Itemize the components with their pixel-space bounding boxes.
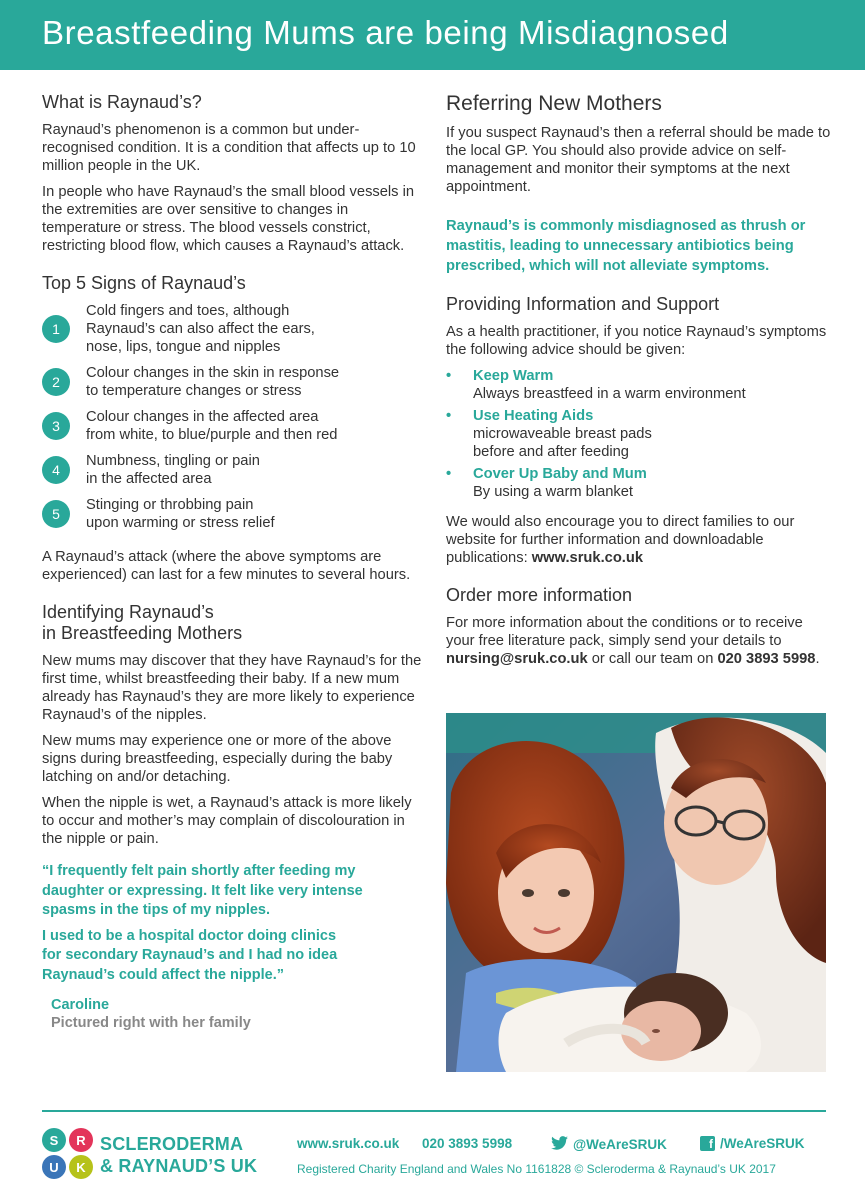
misdiagnosis-callout: Raynaud’s is commonly misdiagnosed as thrush or mastitis, leading to unnecessary antibiotics being prescribed, which will not alleviate symptoms.: [446, 218, 806, 274]
sign-text: Colour changes in the skin in response to temperature changes or stress: [86, 365, 340, 399]
header-banner: [0, 0, 865, 70]
referring-paragraph: If you suspect Raynaud’s then a referral should be made to the local GP. You should also provide advice on self-management and monitor their symptoms at the next appointment.: [446, 125, 831, 195]
footer-website-link[interactable]: [297, 1136, 399, 1151]
advice-list: [446, 367, 832, 501]
bullet-icon: •: [446, 368, 452, 384]
attack-paragraph: A Raynaud’s attack (where the above symptoms are experienced) can last for a few minutes to several hours.: [42, 549, 411, 583]
encourage-text: We would also encourage you to direct families to our website for further information and downloadable publications:: [446, 514, 795, 566]
sign-text: Colour changes in the affected area from white, to blue/purple and then red: [86, 409, 338, 443]
support-heading: Providing Information and Support: [446, 294, 720, 314]
advice-description: microwaveable breast pads before and after feeding: [473, 426, 652, 460]
charity-legal-notice: Registered Charity England and Wales No 1161828 © Scleroderma & Raynaud’s UK 2017: [297, 1162, 776, 1176]
footer-website-text: www.sruk.co.uk: [297, 1136, 400, 1151]
footer-twitter-link[interactable]: [551, 1136, 667, 1153]
identify-heading-line-1: Identifying Raynaud’s: [42, 602, 214, 622]
logo-letter-u: U: [42, 1155, 66, 1179]
order-paragraph: [446, 614, 832, 668]
page-title: Breastfeeding Mums are being Misdiagnosed: [42, 14, 729, 51]
order-heading: Order more information: [446, 585, 633, 605]
list-item: [42, 302, 424, 356]
number-badge: 1: [42, 315, 70, 343]
identify-heading-line-2: in Breastfeeding Mothers: [42, 623, 243, 643]
identify-paragraph-1: New mums may discover that they have Raynaud’s for the first time, whilst breastfeeding their baby. If a new mum already has Raynaud’s they are more likely to experience Raynaud’s of the nipples.: [42, 653, 422, 723]
signs-heading: Top 5 Signs of Raynaud’s: [42, 273, 246, 293]
testimonial-quote-part-2: I used to be a hospital doctor doing clinics for secondary Raynaud’s and I had no idea Raynaud’s could affect the nipple.”: [42, 927, 338, 983]
list-item: [42, 452, 424, 488]
footer-facebook-link[interactable]: [700, 1136, 805, 1151]
family-photo-illustration: [446, 713, 826, 1072]
advice-title: Keep Warm: [473, 368, 554, 384]
number-badge: 5: [42, 500, 70, 528]
list-item: [42, 408, 424, 444]
sign-text: Stinging or throbbing pain upon warming or stress relief: [86, 497, 275, 531]
advice-description: By using a warm blanket: [473, 484, 634, 500]
left-column: [42, 92, 424, 1031]
list-item: [42, 496, 424, 532]
logo-letter-r: R: [69, 1128, 93, 1152]
signs-list: [42, 302, 424, 532]
logo-letter-s: S: [42, 1128, 66, 1152]
email-link[interactable]: nursing@sruk.co.uk: [446, 651, 588, 667]
testimonial-caption: Pictured right with her family: [51, 1015, 251, 1031]
number-badge: 2: [42, 368, 70, 396]
order-text: .: [815, 651, 820, 667]
testimonial-author: Caroline: [51, 997, 110, 1013]
referring-heading: Referring New Mothers: [446, 92, 662, 115]
footer-divider: [42, 1110, 826, 1112]
number-badge: 3: [42, 412, 70, 440]
logo-wordmark-line-2: & RAYNAUD’S UK: [100, 1156, 258, 1176]
advice-title: Use Heating Aids: [473, 408, 594, 424]
order-text: For more information about the conditions or to receive your free literature pack, simply send your details to: [446, 615, 803, 649]
sruk-logo[interactable]: [42, 1128, 292, 1184]
facebook-icon: f: [700, 1136, 715, 1151]
bullet-icon: •: [446, 466, 452, 482]
logo-mark: [42, 1128, 94, 1180]
advice-description: Always breastfeed in a warm environment: [473, 386, 746, 402]
family-photo: [446, 713, 826, 1072]
list-item: [446, 465, 832, 501]
footer-phone[interactable]: [422, 1136, 512, 1151]
logo-wordmark-line-1: SCLERODERMA: [100, 1134, 244, 1154]
phone-number[interactable]: 020 3893 5998: [717, 651, 816, 667]
what-paragraph-1: Raynaud’s phenomenon is a common but under-recognised condition. It is a condition that affects up to 10 million people in the UK.: [42, 122, 416, 174]
footer-twitter-handle: @WeAreSRUK: [573, 1137, 667, 1152]
order-text: or call our team on: [587, 651, 718, 667]
twitter-icon: [551, 1136, 568, 1153]
support-paragraph: As a health practitioner, if you notice Raynaud’s symptoms the following advice should be given:: [446, 324, 827, 358]
advice-title: Cover Up Baby and Mum: [473, 466, 647, 482]
what-paragraph-2: In people who have Raynaud’s the small blood vessels in the extremities are over sensitive to changes in temperature or stress. The blood vessels constrict, restricting blood flow, which causes a Raynaud’s attack.: [42, 184, 415, 254]
encourage-paragraph: [446, 513, 832, 567]
list-item: [446, 407, 832, 461]
number-badge: 4: [42, 456, 70, 484]
list-item: [446, 367, 832, 403]
identify-paragraph-3: When the nipple is wet, a Raynaud’s attack is more likely to occur and mother’s may complain of discolouration in the nipple or pain.: [42, 795, 412, 847]
bullet-icon: •: [446, 408, 452, 424]
website-link[interactable]: www.sruk.co.uk: [531, 550, 644, 566]
footer-facebook-handle: /WeAreSRUK: [720, 1136, 805, 1151]
what-heading: What is Raynaud’s?: [42, 92, 202, 112]
logo-letter-k: K: [69, 1155, 93, 1179]
list-item: [42, 364, 424, 400]
footer-phone-text: 020 3893 5998: [422, 1136, 513, 1151]
identify-paragraph-2: New mums may experience one or more of the above signs during breastfeeding, especially during the baby latching on and/or detaching.: [42, 733, 393, 785]
right-column: [446, 92, 832, 676]
testimonial-quote-part-1: “I frequently felt pain shortly after feeding my daughter or expressing. It felt like very intense spasms in the tips of my nipples.: [42, 863, 363, 918]
sign-text: Cold fingers and toes, although Raynaud’s can also affect the ears, nose, lips, tongue and nipples: [86, 303, 315, 355]
sign-text: Numbness, tingling or pain in the affected area: [86, 453, 260, 487]
